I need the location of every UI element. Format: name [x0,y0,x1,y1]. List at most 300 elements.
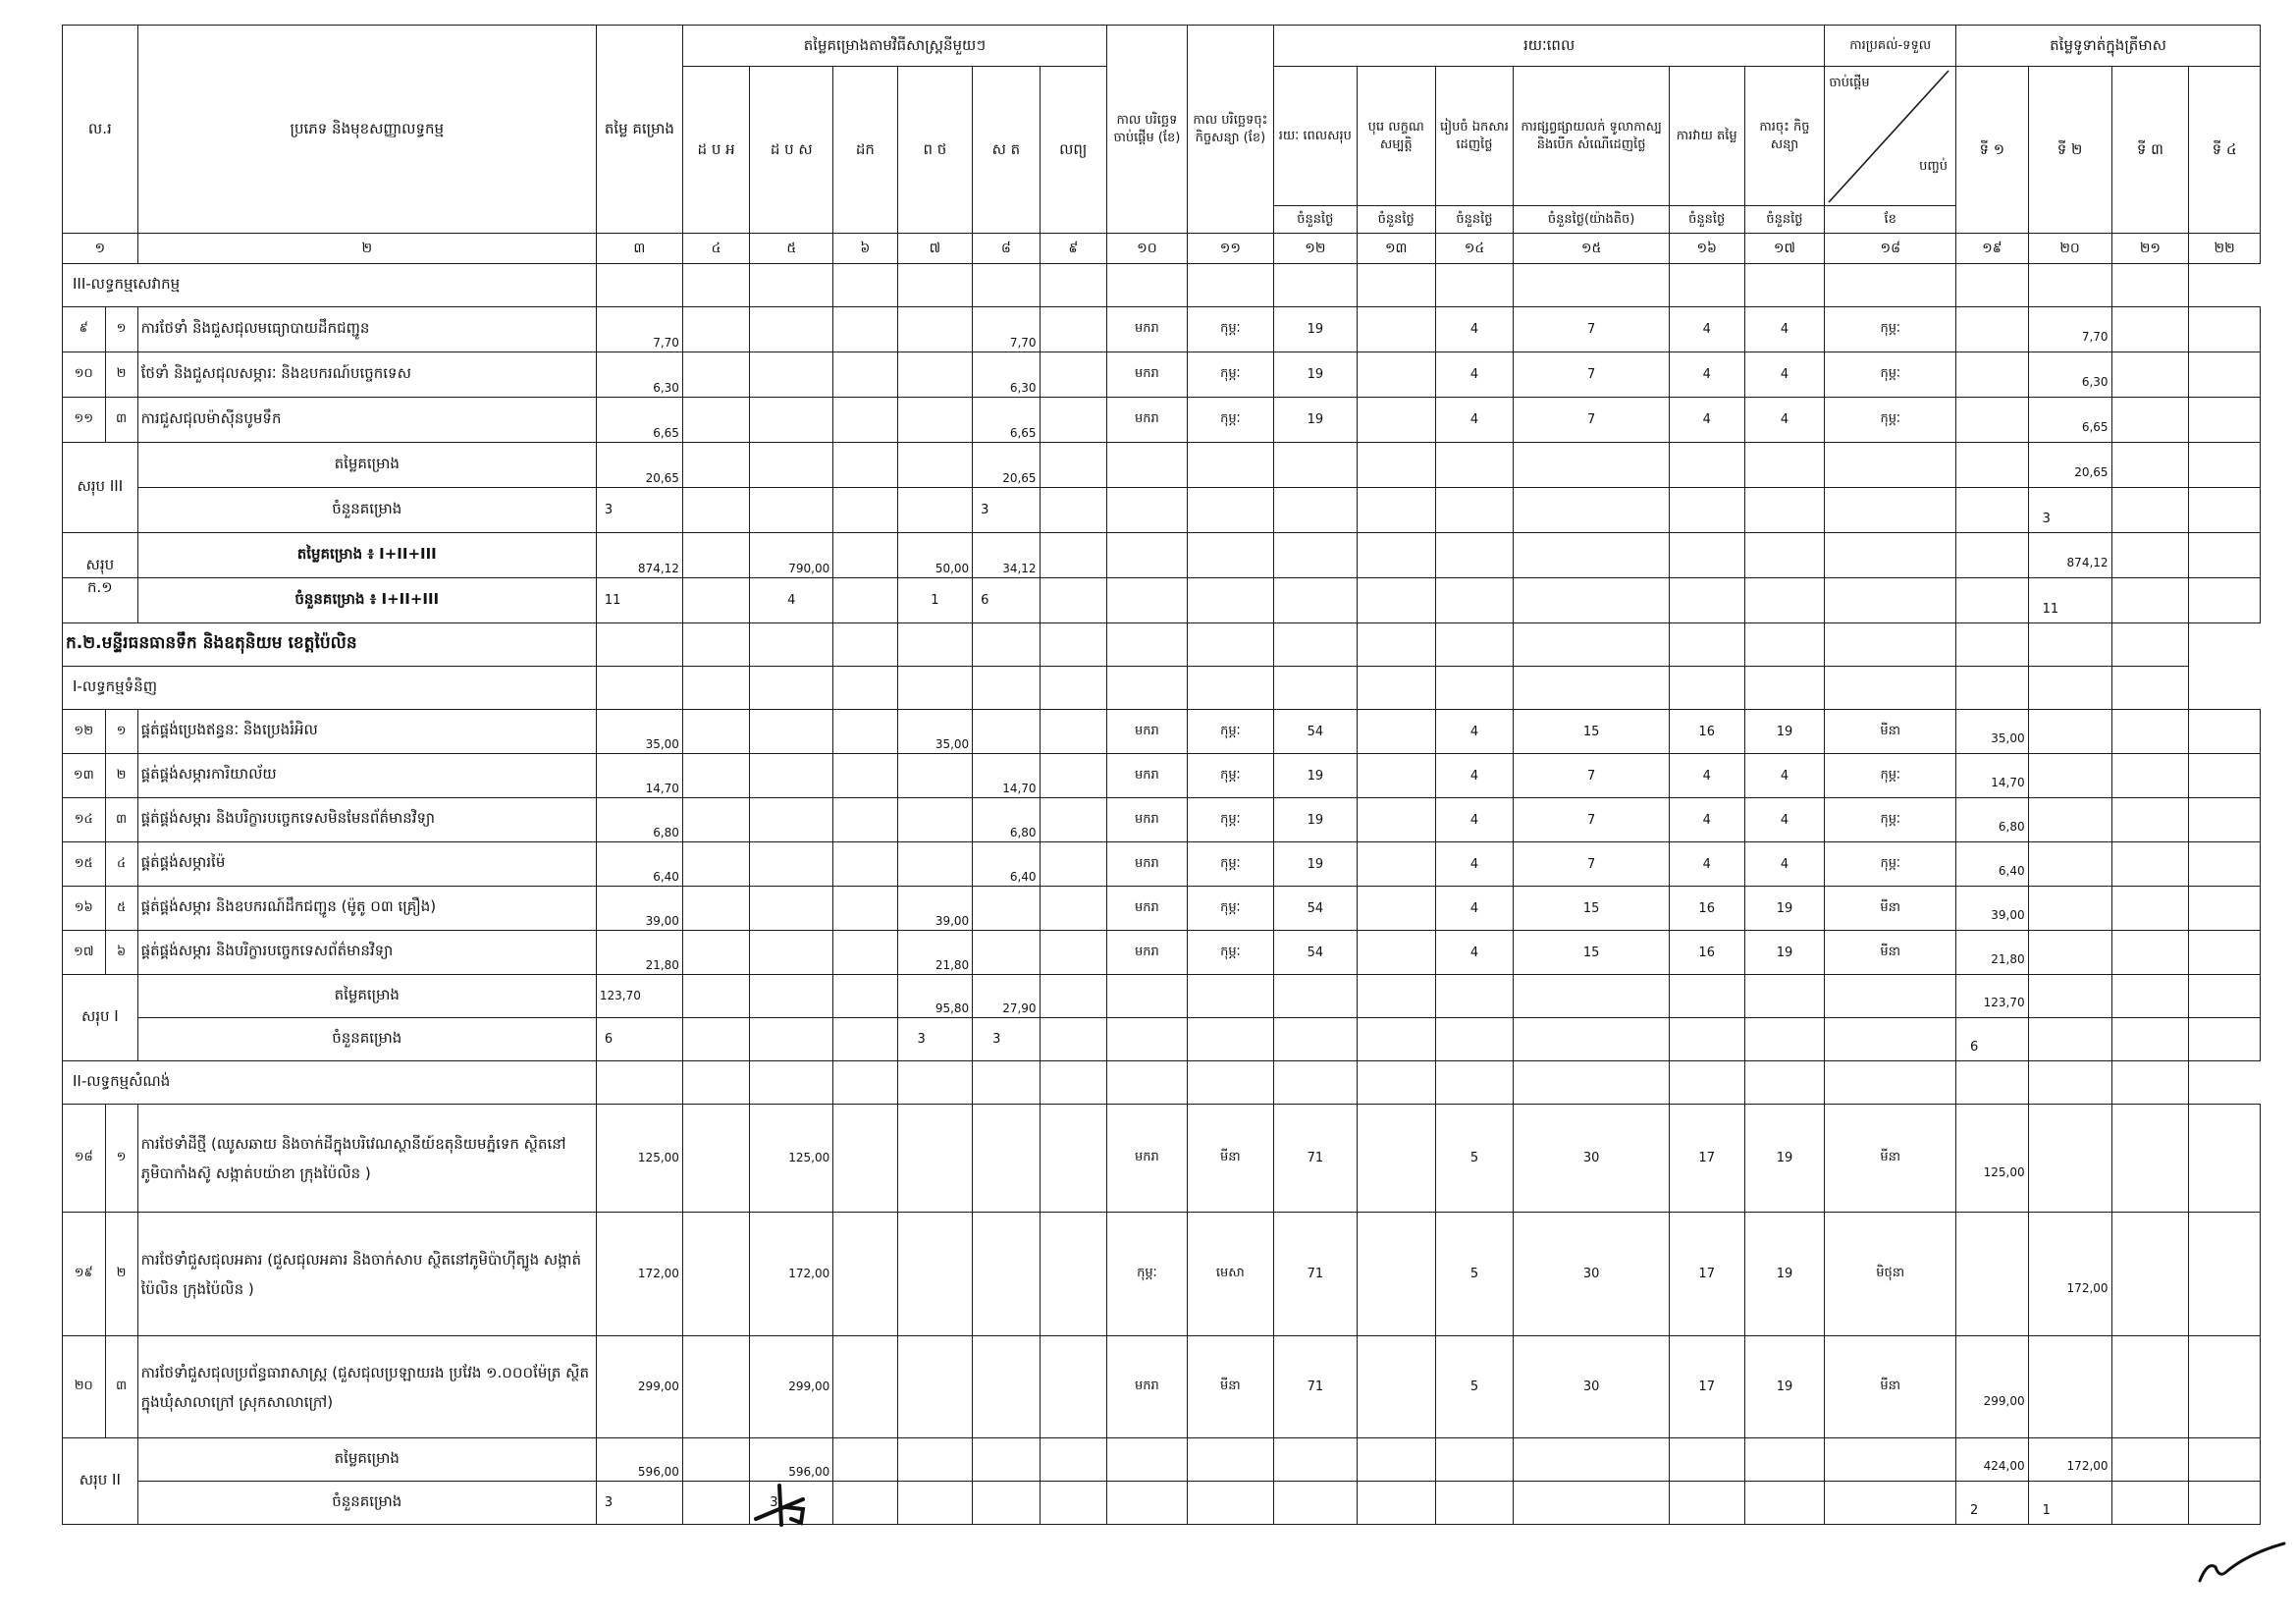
row-duration-advert: 30 [1514,1105,1670,1213]
procurement-table [62,25,2261,1525]
column-number-row [63,234,2261,264]
subtotal-cost-label: តម្លៃគម្រោង [137,443,596,488]
colnum-9: ៩ [1040,234,1106,264]
table-row [63,398,2261,443]
row-duration-docs: 4 [1435,710,1514,754]
header-start-period: កាល បរិច្ឆេទ ចាប់ផ្តើម (ខែ) [1107,26,1188,234]
part3-rows [63,1105,2261,1438]
row-seq: ២ [105,754,137,798]
row-quarter-1: 299,00 [1956,1336,2029,1438]
row-duration-sign: 4 [1744,798,1825,842]
grand-total-row [63,533,2261,578]
row-sign-month: មីនា [1187,1105,1273,1213]
row-duration-total: 19 [1273,842,1357,887]
row-duration-sign: 19 [1744,1213,1825,1336]
part2-title-row [63,623,2261,667]
part3-section-label: II-លទ្ធកម្មសំណង់ [63,1061,597,1105]
row-cost-pt [897,798,973,842]
row-duration-sign: 19 [1744,887,1825,931]
colnum-10: ១០ [1107,234,1188,264]
row-duration-advert: 7 [1514,754,1670,798]
part2-title: ក.២.មន្ទីរធនធានទឹក និងឧតុនិយម ខេត្តប៉ៃលិន [63,623,597,667]
row-cost-pt [897,842,973,887]
row-quarter-1: 39,00 [1956,887,2029,931]
row-sign-month: កុម្ភៈ [1187,798,1273,842]
row-delivery: កុម្ភៈ [1825,307,1956,352]
colnum-14: ១៤ [1435,234,1514,264]
row-start-month: មករា [1107,754,1188,798]
row-name: ផ្គត់ផ្គង់សម្ភារ និងឧបករណ៍ដឹកជញ្ជូន (ម៉ូតូ ០៣ គ្រឿង) [137,887,596,931]
row-cost-st: 6,80 [973,798,1040,842]
row-duration-advert: 15 [1514,931,1670,975]
row-duration-docs: 4 [1435,931,1514,975]
row-start-month: មករា [1107,887,1188,931]
row-duration-advert: 30 [1514,1336,1670,1438]
row-quarter-2: 6,30 [2028,352,2111,398]
row-sign-month: មេសា [1187,1213,1273,1336]
unit-eval: ចំនួនថ្ងៃ [1669,206,1744,234]
row-sign-month: កុម្ភៈ [1187,887,1273,931]
header-duration-eval: ការវាយ តម្លៃ [1669,67,1744,206]
subtotal-count: 3 [596,488,682,533]
row-duration-eval: 4 [1669,398,1744,443]
row-seq: ១ [105,710,137,754]
grand-cost-pt: 50,00 [897,533,973,578]
row-cost-st [973,710,1040,754]
row-quarter-1: 125,00 [1956,1105,2029,1213]
row-cost-dbs: 299,00 [750,1336,833,1438]
part2-subtotal-st: 27,90 [973,975,1040,1018]
part3-subtotal-cost-label: តម្លៃគម្រោង [137,1438,596,1482]
row-cost: 299,00 [596,1336,682,1438]
header-quarter-2: ទី ២ [2028,67,2111,234]
header-source-st: ស ត [973,67,1040,234]
row-number: ១៧ [63,931,106,975]
row-duration-total: 54 [1273,931,1357,975]
row-duration-total: 19 [1273,307,1357,352]
subtotal-cost-q2: 20,65 [2028,443,2111,488]
row-cost: 6,40 [596,842,682,887]
row-cost: 39,00 [596,887,682,931]
row-duration-docs: 5 [1435,1105,1514,1213]
grand-count-label: ចំនួនគម្រោង ៖ I+II+III [137,578,596,623]
row-duration-total: 71 [1273,1336,1357,1438]
subtotal-row [63,443,2261,488]
row-duration-eval: 4 [1669,798,1744,842]
row-delivery: កុម្ភៈ [1825,398,1956,443]
colnum-21: ២១ [2111,234,2189,264]
header-source-lp: លព្យ [1040,67,1106,234]
row-number: ១២ [63,710,106,754]
row-start-month: មករា [1107,798,1188,842]
part2-subtotal-row [63,975,2261,1018]
row-seq: ៥ [105,887,137,931]
row-duration-advert: 7 [1514,307,1670,352]
part3-subtotal-count-label: ចំនួនគម្រោង [137,1482,596,1525]
row-number: ១៦ [63,887,106,931]
row-duration-sign: 4 [1744,307,1825,352]
grand-cost-q2: 874,12 [2028,533,2111,578]
row-duration-eval: 16 [1669,887,1744,931]
table-row [63,842,2261,887]
header-delivery-start-end: ចាប់ផ្តើម បញ្ចប់ [1825,67,1956,206]
row-duration-sign: 4 [1744,398,1825,443]
header-quarter-4: ទី ៤ [2189,67,2261,234]
part2-section-label: I-លទ្ធកម្មទំនិញ [63,667,597,710]
row-duration-total: 19 [1273,398,1357,443]
grand-count-pt: 1 [897,578,973,623]
part3-subtotal-count-row [63,1482,2261,1525]
subtotal-count-row [63,488,2261,533]
row-seq: ៤ [105,842,137,887]
row-number: ១៥ [63,842,106,887]
row-cost: 14,70 [596,754,682,798]
part2-subtotal-count-q1: 6 [1956,1018,2029,1061]
row-cost-pt: 35,00 [897,710,973,754]
row-cost: 125,00 [596,1105,682,1213]
row-duration-eval: 4 [1669,352,1744,398]
row-quarter-2 [2028,1336,2111,1438]
row-duration-sign: 4 [1744,754,1825,798]
row-name: ផ្គត់ផ្គង់សម្ភារ និងបរិក្ខារបច្ចេកទេសព័ត៌មានវិទ្យា [137,931,596,975]
part3-subtotal-count-q2: 1 [2028,1482,2111,1525]
grand-cost-st: 34,12 [973,533,1040,578]
grand-label-b: ក.១ [63,578,138,623]
row-duration-eval: 16 [1669,710,1744,754]
row-duration-docs: 5 [1435,1213,1514,1336]
colnum-5: ៥ [750,234,833,264]
part3-subtotal-count-dbs: 3 [750,1482,833,1525]
row-duration-sign: 19 [1744,1336,1825,1438]
row-seq: ១ [105,1105,137,1213]
header-sign-period: កាល បរិច្ឆេទចុះ កិច្ចសន្យា (ខែ) [1187,26,1273,234]
header-cost: តម្លៃ គម្រោង [596,26,682,234]
row-delivery: កុម្ភៈ [1825,352,1956,398]
handwritten-initial-mark [746,1468,844,1537]
header-source-group: តម្លៃគម្រោងតាមវិធីសាស្ត្រនីមួយៗ [682,26,1106,67]
row-delivery: មីនា [1825,931,1956,975]
header-duration-docs: រៀបចំ ឯកសារ ដេញថ្លៃ [1435,67,1514,206]
colnum-12: ១២ [1273,234,1357,264]
row-delivery: មីនា [1825,887,1956,931]
row-cost-st: 14,70 [973,754,1040,798]
row-number: ១៤ [63,798,106,842]
part2-subtotal-count-st: 3 [973,1018,1040,1061]
row-duration-total: 19 [1273,754,1357,798]
row-seq: ៣ [105,398,137,443]
part3-subtotal-dbs: 596,00 [750,1438,833,1482]
row-start-month: មករា [1107,1105,1188,1213]
part2-subtotal-count-label: ចំនួនគម្រោង [137,1018,596,1061]
unit-sign: ចំនួនថ្ងៃ [1744,206,1825,234]
header-source-dk: ដក [833,67,897,234]
subtotal-count-st: 3 [973,488,1040,533]
row-duration-eval: 4 [1669,754,1744,798]
colnum-17: ១៧ [1744,234,1825,264]
subtotal-cost: 20,65 [596,443,682,488]
row-quarter-1: 14,70 [1956,754,2029,798]
row-delivery: កុម្ភៈ [1825,798,1956,842]
part2-rows [63,710,2261,975]
colnum-19: ១៩ [1956,234,2029,264]
row-start-month: កុម្ភៈ [1107,1213,1188,1336]
row-duration-advert: 30 [1514,1213,1670,1336]
row-duration-advert: 15 [1514,887,1670,931]
row-seq: ២ [105,1213,137,1336]
row-start-month: មករា [1107,710,1188,754]
part2-subtotal-pt: 95,80 [897,975,973,1018]
row-duration-total: 54 [1273,887,1357,931]
row-name: ផ្គត់ផ្គង់ប្រេងឥន្ធនៈ និងប្រេងរំអិល [137,710,596,754]
row-cost-st: 6,30 [973,352,1040,398]
section-row [63,264,2261,307]
part3-subtotal-row [63,1438,2261,1482]
colnum-11: ១១ [1187,234,1273,264]
colnum-3: ៣ [596,234,682,264]
table-row [63,1105,2261,1213]
row-start-month: មករា [1107,307,1188,352]
colnum-6: ៦ [833,234,897,264]
table-row [63,887,2261,931]
row-duration-total: 19 [1273,798,1357,842]
row-duration-eval: 4 [1669,307,1744,352]
row-duration-advert: 7 [1514,798,1670,842]
row-quarter-1: 35,00 [1956,710,2029,754]
row-start-month: មករា [1107,352,1188,398]
row-duration-docs: 4 [1435,887,1514,931]
table-row [63,754,2261,798]
row-cost-pt: 39,00 [897,887,973,931]
header-duration-total: រយៈ ពេលសរុប [1273,67,1357,206]
row-seq: ១ [105,307,137,352]
row-quarter-1: 6,80 [1956,798,2029,842]
row-duration-eval: 16 [1669,931,1744,975]
header-no: ល.រ [63,26,138,234]
unit-prequal: ចំនួនថ្ងៃ [1357,206,1435,234]
table-row [63,307,2261,352]
table-row [63,1336,2261,1438]
row-quarter-2: 7,70 [2028,307,2111,352]
row-cost-st [973,931,1040,975]
row-cost-pt: 21,80 [897,931,973,975]
row-number: ២០ [63,1336,106,1438]
unit-delivery: ខែ [1825,206,1956,234]
part3-subtotal-q2: 172,00 [2028,1438,2111,1482]
row-sign-month: កុម្ភៈ [1187,352,1273,398]
part2-section-row [63,667,2261,710]
header-quarter-group: តម្លៃទូទាត់ក្នុងត្រីមាស [1956,26,2261,67]
row-cost: 7,70 [596,307,682,352]
table-row [63,710,2261,754]
row-seq: ៦ [105,931,137,975]
grand-count-st: 6 [973,578,1040,623]
row-start-month: មករា [1107,931,1188,975]
part2-subtotal-count-row [63,1018,2261,1061]
row-duration-eval: 17 [1669,1336,1744,1438]
colnum-1: ១ [63,234,138,264]
grand-count-row [63,578,2261,623]
colnum-2: ២ [137,234,596,264]
row-cost-st: 6,40 [973,842,1040,887]
row-number: ១៨ [63,1105,106,1213]
part3-subtotal-label: សរុប II [63,1438,138,1525]
handwritten-signature-mark [2194,1532,2292,1591]
row-number: ១០ [63,352,106,398]
colnum-13: ១៣ [1357,234,1435,264]
row-sign-month: មីនា [1187,1336,1273,1438]
row-name: ផ្គត់ផ្គង់សម្ភារការិយាល័យ [137,754,596,798]
part2-subtotal-count: 6 [596,1018,682,1061]
row-seq: ៣ [105,798,137,842]
row-quarter-2: 6,65 [2028,398,2111,443]
colnum-18: ១៨ [1825,234,1956,264]
grand-count-q2: 11 [2028,578,2111,623]
procurement-plan-sheet [62,25,2261,1518]
colnum-22: ២២ [2189,234,2261,264]
row-sign-month: កុម្ភៈ [1187,398,1273,443]
subtotal-label: សរុប III [63,443,138,533]
unit-total: ចំនួនថ្ងៃ [1273,206,1357,234]
row-quarter-2 [2028,1105,2111,1213]
table-row [63,798,2261,842]
part3-section-row [63,1061,2261,1105]
part3-subtotal-count-q1: 2 [1956,1482,2029,1525]
unit-advert: ចំនួនថ្ងៃ(យ៉ាងតិច) [1514,206,1670,234]
row-duration-eval: 4 [1669,842,1744,887]
part2-subtotal-label: សរុប I [63,975,138,1061]
header-quarter-3: ទី ៣ [2111,67,2189,234]
row-sign-month: កុម្ភៈ [1187,842,1273,887]
grand-count: 11 [596,578,682,623]
row-name: ការថែទាំជួសជុលអគារ (ជួសជុលអគារ និងចាក់សាប ស្ថិតនៅភូមិប៉ាហ៊ីត្បូង សង្កាត់ប៉ៃលិន ក្រុងប៉ៃលិន ) [137,1213,596,1336]
row-duration-sign: 4 [1744,842,1825,887]
row-cost-st: 7,70 [973,307,1040,352]
unit-docs: ចំនួនថ្ងៃ [1435,206,1514,234]
grand-cost: 874,12 [596,533,682,578]
row-name: ថែទាំ និងជួសជុលសម្ភារៈ និងឧបករណ៍បច្ចេកទេស [137,352,596,398]
row-duration-docs: 4 [1435,754,1514,798]
row-duration-total: 71 [1273,1105,1357,1213]
row-cost-dbs: 125,00 [750,1105,833,1213]
row-quarter-1: 6,40 [1956,842,2029,887]
row-duration-eval: 17 [1669,1105,1744,1213]
grand-label-a: សរុប [63,533,138,578]
row-duration-docs: 4 [1435,842,1514,887]
row-name: ការថែទាំជួសជុលប្រព័ន្ធធារាសាស្ត្រ (ជួសជុលប្រឡាយរង ប្រវែង ១.០០០ម៉ែត្រ ស្ថិតក្នុងឃុំសាលាក្រៅ ស្រុកសាលាក្រៅ) [137,1336,596,1438]
row-name: ការថែទាំ និងជួសជុលមធ្យោបាយដឹកជញ្ជូន [137,307,596,352]
row-quarter-1: 21,80 [1956,931,2029,975]
row-duration-sign: 19 [1744,710,1825,754]
row-number: ៩ [63,307,106,352]
row-cost-st [973,887,1040,931]
header-type: ប្រភេទ និងមុខសញ្ញាលទ្ធកម្ម [137,26,596,234]
row-duration-advert: 7 [1514,842,1670,887]
row-start-month: មករា [1107,398,1188,443]
row-delivery: មីនា [1825,1336,1956,1438]
part3-subtotal-q1: 424,00 [1956,1438,2029,1482]
row-delivery: មិថុនា [1825,1213,1956,1336]
part1-rows [63,307,2261,443]
row-delivery: កុម្ភៈ [1825,754,1956,798]
row-cost: 21,80 [596,931,682,975]
row-delivery: មីនា [1825,710,1956,754]
grand-cost-dbs: 790,00 [750,533,833,578]
row-quarter-1 [1956,1213,2029,1336]
row-duration-advert: 7 [1514,352,1670,398]
row-duration-total: 19 [1273,352,1357,398]
row-number: ១៩ [63,1213,106,1336]
colnum-7: ៧ [897,234,973,264]
subtotal-cost-st: 20,65 [973,443,1040,488]
row-duration-total: 71 [1273,1213,1357,1336]
table-row [63,931,2261,975]
row-number: ១៣ [63,754,106,798]
row-cost: 172,00 [596,1213,682,1336]
row-duration-docs: 5 [1435,1336,1514,1438]
header-quarter-1: ទី ១ [1956,67,2029,234]
row-sign-month: កុម្ភៈ [1187,307,1273,352]
header-duration-prequal: បុរេ លក្ខណ សម្បត្តិ [1357,67,1435,206]
part2-subtotal-q1: 123,70 [1956,975,2029,1018]
row-duration-sign: 19 [1744,1105,1825,1213]
colnum-16: ១៦ [1669,234,1744,264]
row-duration-advert: 15 [1514,710,1670,754]
row-name: ផ្គត់ផ្គង់សម្ភារម៉ៃ [137,842,596,887]
row-cost-dbs: 172,00 [750,1213,833,1336]
section-label: III-លទ្ធកម្មសេវាកម្ម [63,264,597,307]
row-duration-docs: 4 [1435,307,1514,352]
row-duration-docs: 4 [1435,798,1514,842]
part2-subtotal-cost-label: តម្លៃគម្រោង [137,975,596,1018]
row-sign-month: កុម្ភៈ [1187,754,1273,798]
row-name: ការជួសជុលម៉ាស៊ីនបូមទឹក [137,398,596,443]
header-source-dba: ដ ប អ [682,67,749,234]
row-delivery: មីនា [1825,1105,1956,1213]
part3-subtotal-count: 3 [596,1482,682,1525]
row-name: ការថែទាំដីថ្មី (ឈូសឆាយ និងចាក់ដីក្នុងបរិវេណស្ថានីយ៍ឧតុនិយមភ្នំទេក ស្ថិតនៅភូមិបាកាំងស៊ូ សង្កាត់បយ៉ាខា ក្រុងប៉ៃលិន ) [137,1105,596,1213]
row-start-month: មករា [1107,1336,1188,1438]
row-cost-st: 6,65 [973,398,1040,443]
row-cost-pt [897,754,973,798]
row-duration-docs: 4 [1435,398,1514,443]
row-duration-docs: 4 [1435,352,1514,398]
header-delivery-group: ការប្រគល់-ទទួល [1825,26,1956,67]
grand-cost-label: តម្លៃគម្រោង ៖ I+II+III [137,533,596,578]
row-seq: ២ [105,352,137,398]
header-source-pt: ព ថ [897,67,973,234]
row-cost: 6,80 [596,798,682,842]
subtotal-count-q2: 3 [2028,488,2111,533]
header-duration-sign: ការចុះ កិច្ចសន្យា [1744,67,1825,206]
header-source-dbs: ដ ប ស [750,67,833,234]
table-row [63,352,2261,398]
colnum-8: ៨ [973,234,1040,264]
header-duration-advert: ការផ្សព្វផ្សាយលក់ ទូលាកាស្ប និងបើក សំណើដេញថ្លៃ [1514,67,1670,206]
table-row [63,1213,2261,1336]
row-sign-month: កុម្ភៈ [1187,931,1273,975]
row-name: ផ្គត់ផ្គង់សម្ភារ និងបរិក្ខារបច្ចេកទេសមិនមែនព័ត៌មានវិទ្យា [137,798,596,842]
part2-subtotal-count-pt: 3 [897,1018,973,1061]
row-duration-sign: 19 [1744,931,1825,975]
row-quarter-2: 172,00 [2028,1213,2111,1336]
row-cost: 35,00 [596,710,682,754]
subtotal-count-label: ចំនួនគម្រោង [137,488,596,533]
row-number: ១១ [63,398,106,443]
part3-subtotal-cost: 596,00 [596,1438,682,1482]
row-duration-total: 54 [1273,710,1357,754]
colnum-20: ២០ [2028,234,2111,264]
row-duration-advert: 7 [1514,398,1670,443]
